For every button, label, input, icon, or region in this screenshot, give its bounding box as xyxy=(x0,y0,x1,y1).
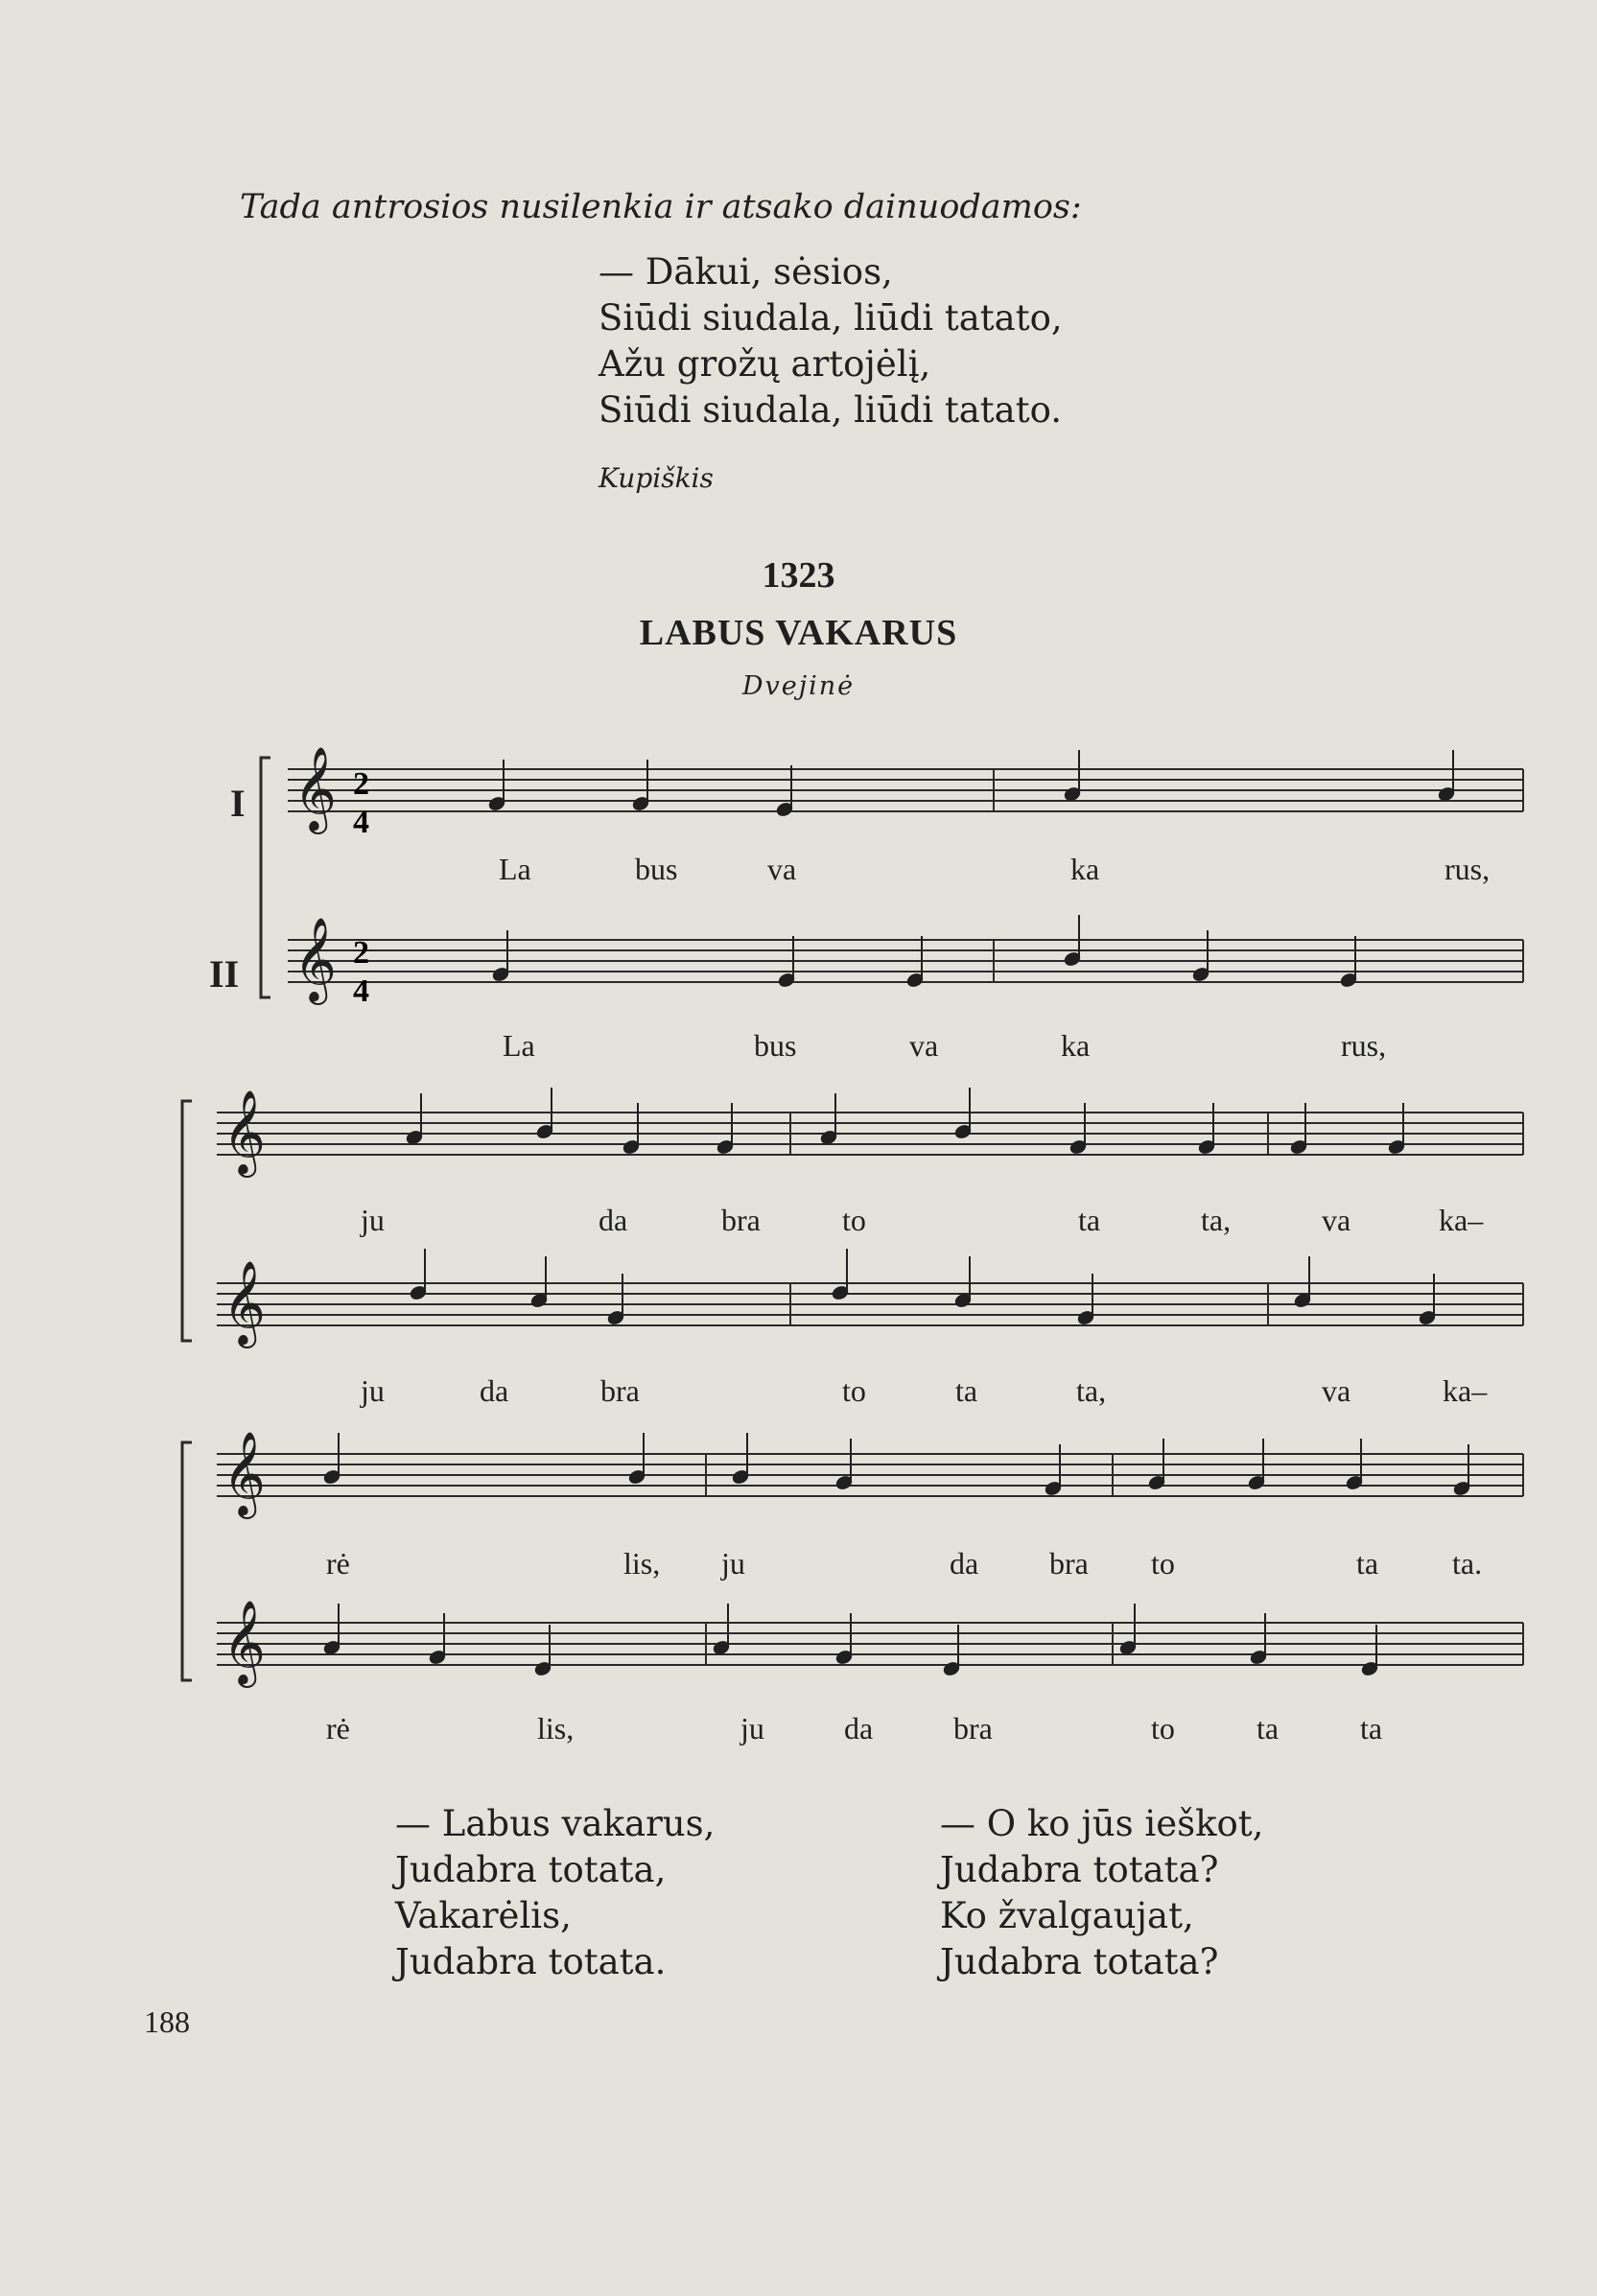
treble-clef: 𝄞 xyxy=(294,745,337,831)
lyric-syllable: da xyxy=(844,1711,874,1745)
system-bracket xyxy=(261,758,270,997)
lyric-syllable: lis, xyxy=(537,1711,575,1745)
treble-clef: 𝄞 xyxy=(294,916,337,1001)
lyric-syllable: lis, xyxy=(623,1546,661,1581)
stanza-line: Judabra totata. xyxy=(395,1941,667,1982)
lyric-syllable: ta xyxy=(1360,1711,1383,1745)
lyric-syllable: rė xyxy=(326,1711,350,1745)
poem-line: Ažu grožų artojėlį, xyxy=(599,343,931,385)
stanza-line: Judabra totata? xyxy=(940,1849,1219,1890)
time-sig-bottom-2: 4 xyxy=(353,973,369,1009)
notes xyxy=(322,750,1471,1677)
lyric-syllable: to xyxy=(1151,1546,1175,1581)
lyric-syllable: ta xyxy=(955,1373,978,1408)
stanza-line: — O ko jūs ieškot, xyxy=(940,1803,1264,1844)
lyric-syllable: rus, xyxy=(1341,1028,1387,1063)
lyric-syllable: bra xyxy=(600,1373,640,1408)
lyric-syllable: ju xyxy=(361,1203,385,1237)
treble-clef: 𝄞 xyxy=(223,1599,266,1684)
song-title: LABUS VAKARUS xyxy=(639,613,958,653)
place-name: Kupiškis xyxy=(599,462,714,494)
song-number: 1323 xyxy=(762,555,835,596)
system-bracket xyxy=(182,1101,192,1341)
poem-line: Siūdi siudala, liūdi tatato. xyxy=(599,389,1062,431)
lyric-syllable: ta. xyxy=(1452,1546,1483,1581)
lyric-syllable: rus, xyxy=(1444,852,1491,886)
lyric-syllable: da xyxy=(950,1546,979,1581)
lyric-syllable: rė xyxy=(326,1546,350,1581)
time-sig-top-1: 2 xyxy=(353,766,369,802)
lyric-syllable: ta, xyxy=(1076,1373,1107,1408)
stanza-line: Judabra totata? xyxy=(940,1941,1219,1982)
lyric-syllable: ju xyxy=(361,1373,385,1408)
clefs xyxy=(223,745,337,1688)
lyric-syllable: ka xyxy=(1061,1028,1091,1063)
lyric-syllable: ka xyxy=(1070,852,1100,886)
stanza-line: Ko žvalgaujat, xyxy=(940,1895,1194,1936)
poem-line: — Dākui, sėsios, xyxy=(599,251,893,293)
lyric-syllable: da xyxy=(599,1203,628,1237)
stanza-left xyxy=(395,1801,715,1985)
treble-clef: 𝄞 xyxy=(223,1430,266,1515)
lyric-syllable: to xyxy=(842,1203,866,1237)
lyric-syllable: ta, xyxy=(1201,1203,1232,1237)
system-bracket xyxy=(182,1442,192,1680)
lyric-syllable: bus xyxy=(635,852,678,886)
lyric-syllable: va xyxy=(767,852,797,886)
lyric-syllable: ta xyxy=(1256,1711,1280,1745)
intro-line: Tada antrosios nusilenkia ir atsako dainuodamos: xyxy=(240,188,1082,226)
lyric-syllable: bra xyxy=(1049,1546,1089,1581)
lyric-syllable: to xyxy=(1151,1711,1175,1745)
lyric-syllable: ta xyxy=(1078,1203,1101,1237)
stanza-line: — Labus vakarus, xyxy=(395,1803,716,1844)
treble-clef: 𝄞 xyxy=(223,1259,266,1345)
lyric-syllable: ka– xyxy=(1439,1203,1484,1237)
lyric-syllable: va xyxy=(1322,1373,1351,1408)
lyric-syllable: bus xyxy=(754,1028,797,1063)
lyric-syllable: ju xyxy=(740,1711,764,1745)
time-sig-top-2: 2 xyxy=(353,935,369,971)
lyric-syllable: va xyxy=(909,1028,939,1063)
lyric-syllable: La xyxy=(499,852,531,886)
time-sig-bottom-1: 4 xyxy=(353,805,369,840)
page-number: 188 xyxy=(144,2004,190,2039)
lyric-syllable: va xyxy=(1322,1203,1351,1237)
treble-clef: 𝄞 xyxy=(223,1089,266,1174)
lyric-syllable: bra xyxy=(721,1203,761,1237)
lyric-syllable: da xyxy=(480,1373,509,1408)
lyric-syllable: to xyxy=(842,1373,866,1408)
voice-label-2: II xyxy=(209,952,240,996)
poem-line: Siūdi siudala, liūdi tatato, xyxy=(599,297,1063,339)
lyric-syllable: ju xyxy=(721,1546,745,1581)
voice-label-1: I xyxy=(230,782,246,825)
lyric-syllable: bra xyxy=(953,1711,993,1745)
lyric-syllable: ta xyxy=(1356,1546,1379,1581)
song-subtitle: Dvejinė xyxy=(741,671,856,701)
stanza-line: Vakarėlis, xyxy=(395,1895,572,1936)
stanza-right xyxy=(940,1801,1263,1985)
lyric-syllable: ka– xyxy=(1443,1373,1488,1408)
stanza-line: Judabra totata, xyxy=(395,1849,667,1890)
lyric-syllable: La xyxy=(503,1028,535,1063)
